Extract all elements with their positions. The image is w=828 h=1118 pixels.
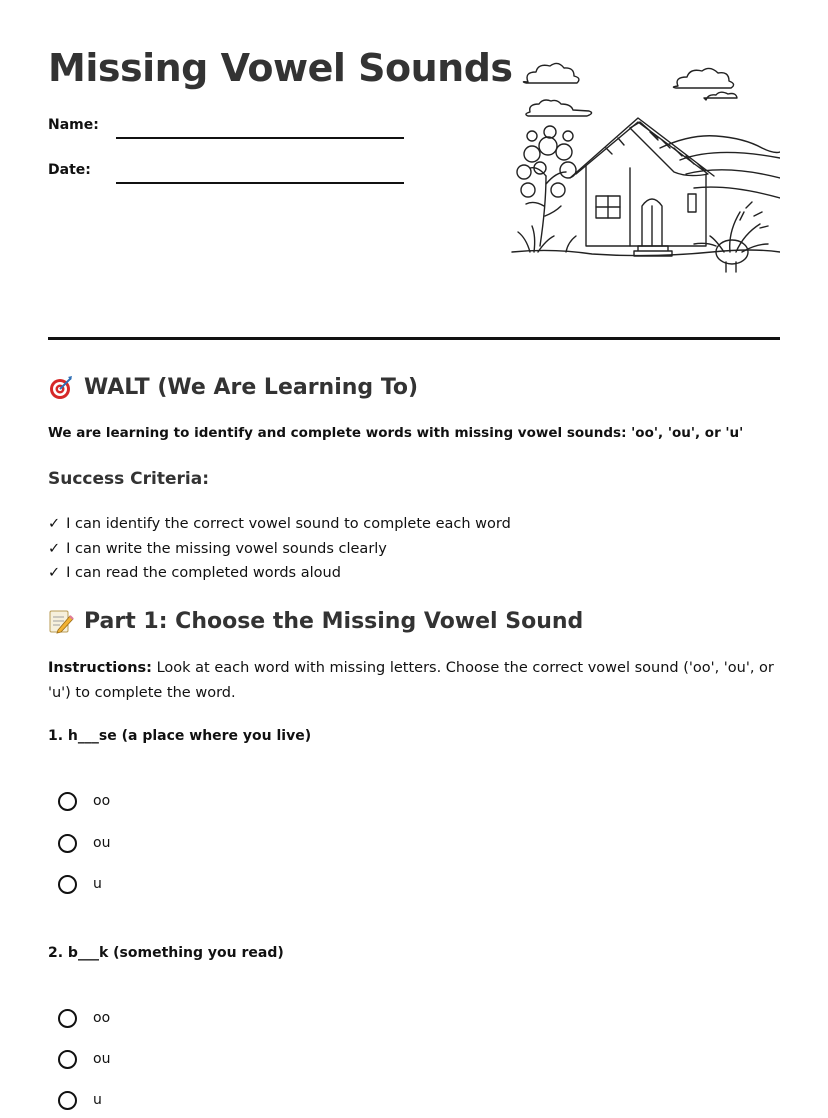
radio-button[interactable] — [58, 792, 77, 811]
radio-button[interactable] — [58, 1009, 77, 1028]
section-divider — [48, 337, 780, 340]
part1-heading — [48, 608, 583, 634]
check-icon: ✓ — [48, 516, 61, 532]
page-title: Missing Vowel Sounds — [48, 46, 513, 90]
list-item: ✓ I can write the missing vowel sounds clearly — [48, 540, 387, 557]
q1-option-ou[interactable] — [58, 831, 110, 855]
radio-button[interactable] — [58, 1091, 77, 1110]
instructions-text: Look at each word with missing letters. Choose the correct vowel sound ('oo', 'ou', or 'u') to complete the word. — [48, 660, 774, 701]
instructions-label: Instructions: — [48, 660, 152, 676]
list-item: ✓ I can read the completed words aloud — [48, 565, 341, 581]
date-field — [48, 162, 408, 186]
option-label: ou — [93, 1051, 111, 1067]
option-label: oo — [93, 1010, 111, 1026]
walt-heading-text: WALT (We Are Learning To) — [84, 374, 419, 400]
date-label: Date: — [48, 162, 91, 178]
q2-option-u[interactable] — [58, 1088, 102, 1112]
radio-button[interactable] — [58, 1050, 77, 1069]
success-criteria-heading: Success Criteria: — [48, 469, 210, 489]
radio-button[interactable] — [58, 875, 77, 894]
target-icon — [48, 374, 74, 400]
check-icon: ✓ — [48, 565, 61, 581]
date-write-line[interactable] — [116, 182, 404, 184]
instructions-paragraph — [48, 656, 778, 706]
q1-option-u[interactable] — [58, 872, 102, 896]
option-label: oo — [93, 793, 111, 809]
option-label: u — [93, 1092, 102, 1108]
q2-option-ou[interactable] — [58, 1047, 110, 1071]
radio-button[interactable] — [58, 834, 77, 853]
question-2-prompt: 2. b___k (something you read) — [48, 945, 284, 961]
question-1-prompt: 1. h___se (a place where you live) — [48, 728, 312, 744]
q2-option-oo[interactable] — [58, 1006, 110, 1030]
cottage-landscape-illustration — [510, 56, 780, 274]
check-icon: ✓ — [48, 540, 61, 557]
pencil-memo-icon — [48, 608, 74, 634]
option-label: u — [93, 876, 102, 892]
part1-heading-text: Part 1: Choose the Missing Vowel Sound — [84, 608, 584, 634]
name-field — [48, 117, 408, 141]
walt-heading — [48, 374, 418, 400]
walt-statement: We are learning to identify and complete words with missing vowel sounds: 'oo', 'ou', or 'u' — [48, 425, 744, 441]
name-label: Name: — [48, 117, 99, 133]
success-criteria-list — [48, 512, 511, 586]
q1-option-oo[interactable] — [58, 789, 110, 813]
list-item: ✓ I can identify the correct vowel sound to complete each word — [48, 516, 511, 532]
option-label: ou — [93, 835, 111, 851]
name-write-line[interactable] — [116, 137, 404, 139]
